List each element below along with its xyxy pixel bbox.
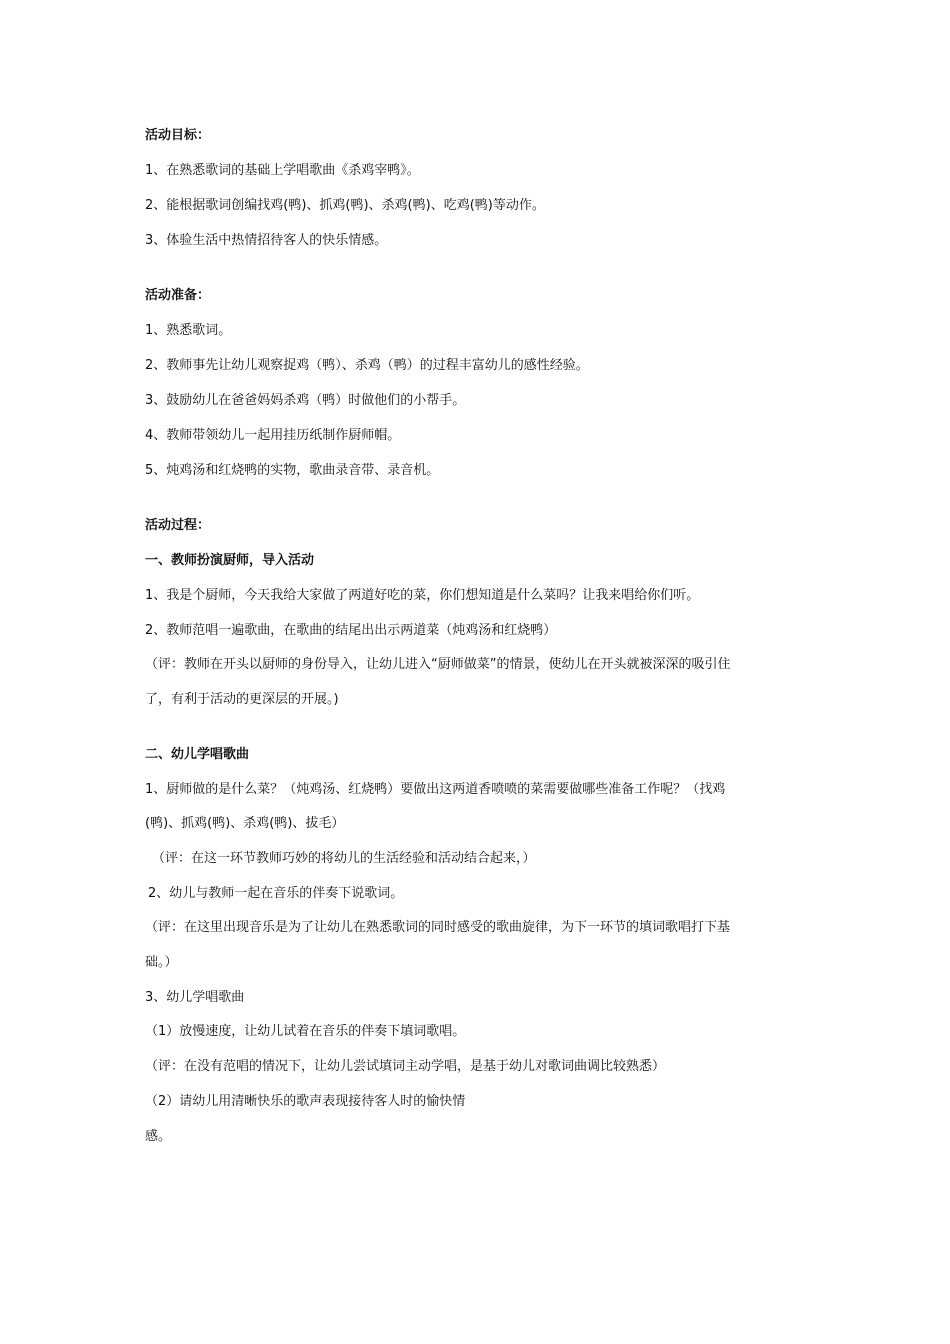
part2-line: （1）放慢速度，让幼儿试着在音乐的伴奏下填词歌唱。 [145,1024,466,1039]
part2-comment: （评：在这里出现音乐是为了让幼儿在熟悉歌词的同时感受的歌曲旋律，为下一环节的填词歌唱打下基 [145,920,731,935]
part2-comment: （评：在这一环节教师巧妙的将幼儿的生活经验和活动结合起来，） [152,851,536,866]
part2-heading: 二、幼儿学唱歌曲 [145,747,250,762]
part1-heading: 一、教师扮演厨师，导入活动 [145,553,315,568]
prep-item: 3、鼓励幼儿在爸爸妈妈杀鸡（鸭）时做他们的小帮手。 [145,393,466,408]
part1-comment: （评：教师在开头以厨师的身份导入，让幼儿进入“厨师做菜”的情景，使幼儿在开头就被深深的吸引住 [145,657,731,672]
goals-heading: 活动目标： [145,128,211,143]
part2-line: （2）请幼儿用清晰快乐的歌声表现接待客人时的愉快情 [145,1094,466,1109]
prep-item: 5、炖鸡汤和红烧鸭的实物，歌曲录音带、录音机。 [145,463,440,478]
process-heading: 活动过程： [145,518,211,533]
part2-line: 1、厨师做的是什么菜？（炖鸡汤、红烧鸭）要做出这两道香喷喷的菜需要做哪些准备工作呢？（找鸡 [145,782,726,797]
goal-item: 3、体验生活中热情招待客人的快乐情感。 [145,233,388,248]
prep-heading: 活动准备： [145,288,211,303]
part1-line: 2、教师范唱一遍歌曲，在歌曲的结尾出出示两道菜（炖鸡汤和红烧鸭） [145,623,557,638]
goal-item: 1、在熟悉歌词的基础上学唱歌曲《杀鸡宰鸭》。 [145,163,420,178]
part2-line: 2、幼儿与教师一起在音乐的伴奏下说歌词。 [148,886,404,901]
part1-comment-cont: 了，有利于活动的更深层的开展。) [145,692,339,707]
prep-item: 2、教师事先让幼儿观察捉鸡（鸭）、杀鸡（鸭）的过程丰富幼儿的感性经验。 [145,358,589,373]
prep-item: 1、熟悉歌词。 [145,323,232,338]
part1-line: 1、我是个厨师，今天我给大家做了两道好吃的菜，你们想知道是什么菜吗？让我来唱给你们听。 [145,588,700,603]
part2-line: (鸭)、抓鸡(鸭)、杀鸡(鸭)、拔毛） [145,816,345,831]
part2-comment-cont: 础。） [145,955,178,970]
part2-line: 3、幼儿学唱歌曲 [145,990,245,1005]
part2-comment: （评：在没有范唱的情况下，让幼儿尝试填词主动学唱，是基于幼儿对歌词曲调比较熟悉） [145,1059,666,1074]
prep-item: 4、教师带领幼儿一起用挂历纸制作厨师帽。 [145,428,401,443]
goal-item: 2、能根据歌词创编找鸡(鸭)、抓鸡(鸭)、杀鸡(鸭)、吃鸡(鸭)等动作。 [145,198,545,213]
part2-line-cont: 感。 [145,1129,172,1144]
